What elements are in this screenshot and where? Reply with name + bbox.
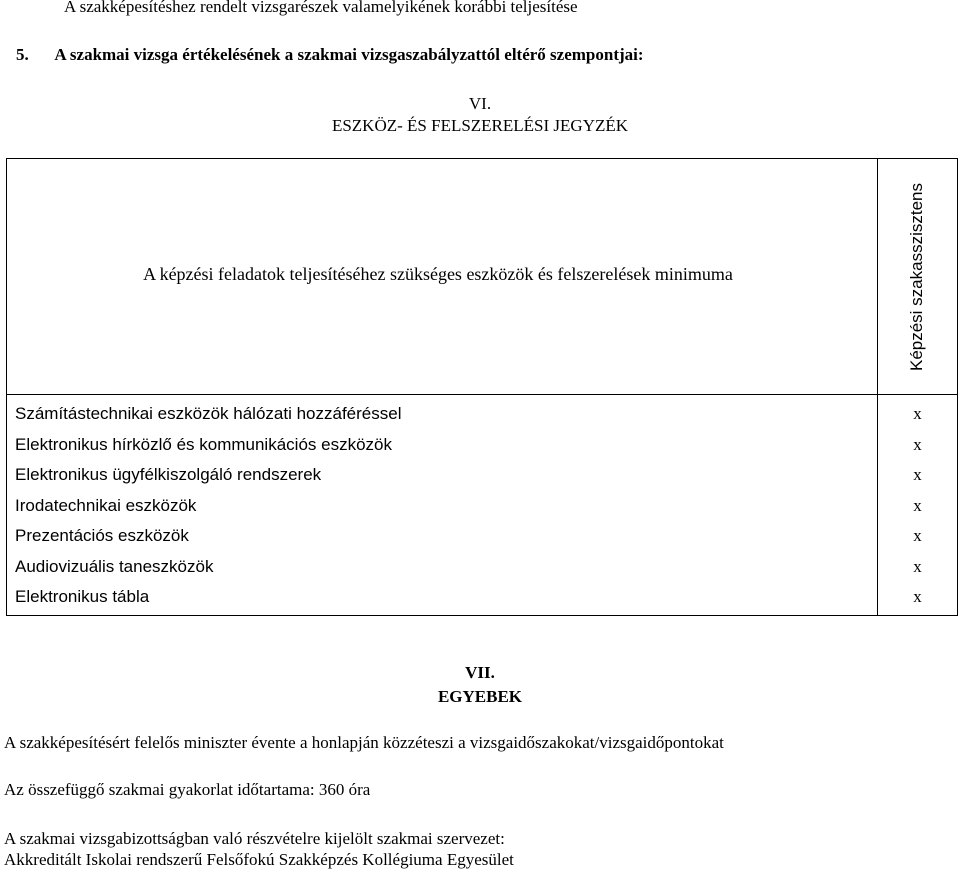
equipment-item: Elektronikus tábla	[15, 587, 150, 606]
table-header-column	[877, 159, 957, 395]
section-vii-title: EGYEBEK	[437, 687, 523, 706]
equipment-mark: x	[913, 465, 922, 484]
section-5-number: 5.	[16, 45, 29, 64]
equipment-mark: x	[913, 556, 922, 576]
equipment-item: Számítástechnikai eszközök hálózati hozzáféréssel	[15, 404, 402, 423]
table-header-main	[7, 159, 878, 395]
table-header-column-label: Képzési szakasszisztens	[907, 182, 927, 371]
equipment-item: Irodatechnikai eszközök	[15, 495, 197, 515]
section-vii-roman: VII.	[465, 663, 495, 682]
section-vi-title: ESZKÖZ- ÉS FELSZERELÉSI JEGYZÉK	[331, 116, 629, 135]
equipment-item: Elektronikus ügyfélkiszolgáló rendszerek	[15, 465, 322, 484]
equipment-mark: x	[913, 434, 922, 454]
organization-name: Akkreditált Iskolai rendszerű Felsőfokú Szakképzés Kollégiuma Egyesület	[4, 850, 514, 869]
equipment-marks-cell	[877, 395, 957, 616]
equipment-item: Prezentációs eszközök	[15, 526, 189, 545]
table-body-row	[7, 395, 958, 616]
equipment-item: Elektronikus hírközlő és kommunikációs eszközök	[15, 434, 392, 454]
equipment-mark: x	[913, 587, 922, 606]
section-5-text: A szakmai vizsga értékelésének a szakmai vizsgaszabályzattól eltérő szempontjai:	[54, 45, 644, 64]
equipment-mark: x	[913, 404, 922, 423]
equipment-mark: x	[913, 495, 922, 515]
section-5-heading	[16, 45, 644, 65]
table-header-row	[7, 159, 958, 395]
intro-line: A szakképesítéshez rendelt vizsgarészek valamelyikének korábbi teljesítése	[64, 0, 578, 16]
equipment-mark: x	[913, 526, 922, 545]
table-header-main-label: A képzési feladatok teljesítéséhez szükséges eszközök és felszerelések minimuma	[143, 264, 733, 284]
minister-notice: A szakképesítésért felelős miniszter évente a honlapján közzéteszi a vizsgaidőszakokat/vizsgaidőpontokat	[4, 733, 724, 752]
practice-duration: Az összefüggő szakmai gyakorlat időtartama: 360 óra	[4, 780, 371, 799]
equipment-item: Audiovizuális taneszközök	[15, 556, 214, 576]
section-vi-roman: VI.	[468, 94, 492, 113]
organization-label: A szakmai vizsgabizottságban való részvételre kijelölt szakmai szervezet:	[4, 829, 505, 848]
equipment-list-cell	[7, 395, 878, 616]
equipment-table	[6, 158, 958, 616]
